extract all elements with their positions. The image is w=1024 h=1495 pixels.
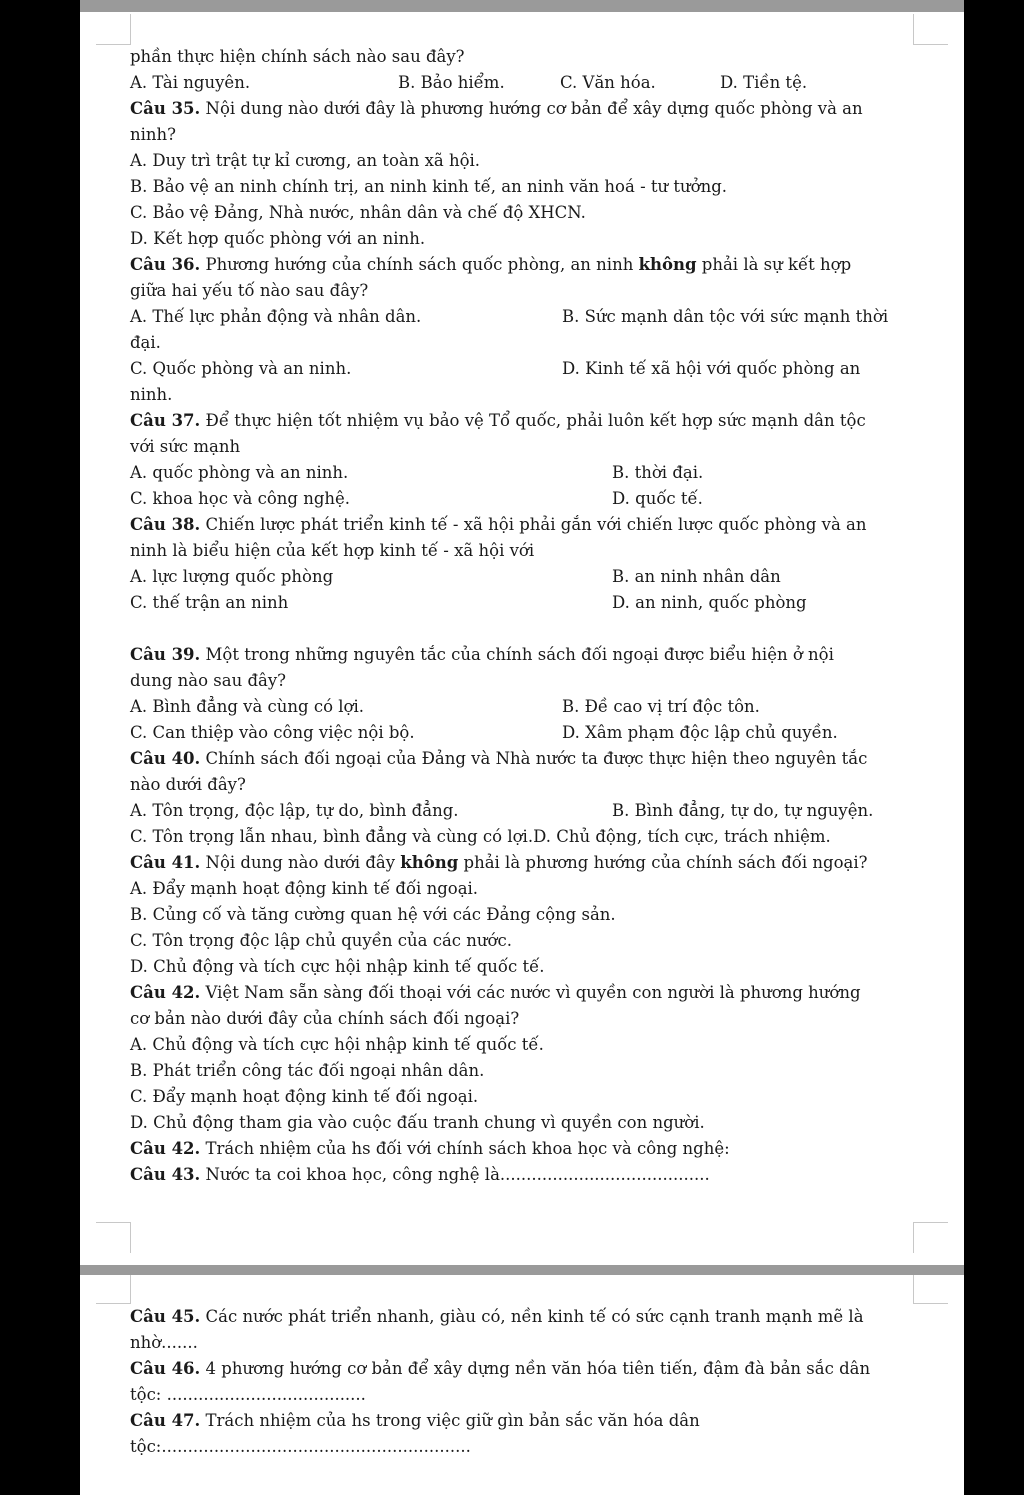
option-d: D. Chủ động tham gia vào cuộc đấu tranh chung vì quyền con người. (130, 1113, 705, 1132)
option-d: D. an ninh, quốc phòng (612, 593, 807, 612)
question-42 (130, 980, 920, 1006)
options-row (130, 590, 920, 616)
option-d-cont: ninh. (130, 385, 173, 404)
question-label: Câu 42. (130, 983, 201, 1002)
options-row (130, 304, 920, 330)
options-row-cd: C. Tôn trọng lẫn nhau, bình đẳng và cùng có lợi.D. Chủ động, tích cực, trách nhiệm. (130, 827, 831, 846)
options-row (130, 460, 920, 486)
question-label: Câu 36. (130, 255, 201, 274)
option-b: B. Đề cao vị trí độc tôn. (562, 697, 760, 716)
page-top-bar (80, 1265, 964, 1275)
emphasis-word: không (638, 255, 697, 274)
page-corner-mark (913, 1275, 948, 1304)
question-text: phải là phương hướng của chính sách đối ngoại? (458, 853, 868, 872)
question-text-cont: ninh là biểu hiện của kết hợp kinh tế - xã hội với (130, 541, 535, 560)
question-38 (130, 512, 920, 538)
option-b: B. thời đại. (612, 463, 704, 482)
question-40 (130, 746, 920, 772)
option-a: A. lực lượng quốc phòng (130, 567, 334, 586)
option-d: D. Kinh tế xã hội với quốc phòng an (562, 359, 861, 378)
option-b: B. Bảo vệ an ninh chính trị, an ninh kinh tế, an ninh văn hoá - tư tưởng. (130, 177, 728, 196)
question-text: Các nước phát triển nhanh, giàu có, nền kinh tế có sức cạnh tranh mạnh mẽ là (200, 1307, 864, 1326)
option-c: C. Văn hóa. (560, 73, 656, 92)
question-text: Nội dung nào dưới đây là phương hướng cơ bản để xây dựng quốc phòng và an (200, 99, 863, 118)
question-46 (130, 1356, 920, 1382)
question-text-cont: tộc:........................................................... (130, 1437, 471, 1456)
question-39 (130, 642, 920, 668)
option-a: A. Tài nguyên. (130, 73, 251, 92)
question-35 (130, 96, 920, 122)
option-c: C. Đẩy mạnh hoạt động kinh tế đối ngoại. (130, 1087, 479, 1106)
question-text: Một trong những nguyên tắc của chính sách đối ngoại được biểu hiện ở nội (200, 645, 834, 664)
options-row (130, 486, 920, 512)
option-a: A. Bình đẳng và cùng có lợi. (130, 697, 364, 716)
question-47 (130, 1408, 920, 1434)
question-label: Câu 35. (130, 99, 201, 118)
page-corner-mark (96, 1222, 131, 1253)
question-label: Câu 40. (130, 749, 201, 768)
emphasis-word: không (400, 853, 459, 872)
option-c: C. thế trận an ninh (130, 593, 289, 612)
question-label: Câu 41. (130, 853, 201, 872)
question-text: Chiến lược phát triển kinh tế - xã hội phải gắn với chiến lược quốc phòng và an (200, 515, 867, 534)
question-text-cont: ninh? (130, 125, 177, 144)
question-text: phải là sự kết hợp (696, 255, 852, 274)
question-text-cont: giữa hai yếu tố nào sau đây? (130, 281, 369, 300)
option-d: D. Xâm phạm độc lập chủ quyền. (562, 723, 838, 742)
question-text-cont: tộc: ...................................... (130, 1385, 366, 1404)
question-text: Nước ta coi khoa học, công nghệ là........................................ (200, 1165, 710, 1184)
page-2-text (130, 1304, 920, 1460)
option-c: C. khoa học và công nghệ. (130, 489, 351, 508)
option-a: A. Duy trì trật tự kỉ cương, an toàn xã hội. (130, 151, 481, 170)
question-text-cont: cơ bản nào dưới đây của chính sách đối ngoại? (130, 1009, 520, 1028)
question-text-cont: với sức mạnh (130, 437, 241, 456)
option-b: B. Bảo hiểm. (398, 73, 505, 92)
option-b: B. Củng cố và tăng cường quan hệ với các Đảng cộng sản. (130, 905, 616, 924)
question-37 (130, 408, 920, 434)
page-corner-mark (96, 14, 131, 45)
question-text: Chính sách đối ngoại của Đảng và Nhà nước ta được thực hiện theo nguyên tắc (200, 749, 868, 768)
question-text-cont: nhờ....... (130, 1333, 198, 1352)
question-text: Việt Nam sẵn sàng đối thoại với các nước vì quyền con người là phương hướng (200, 983, 861, 1002)
page-top-bar (80, 0, 964, 12)
option-a: A. Chủ động và tích cực hội nhập kinh tế quốc tế. (130, 1035, 544, 1054)
option-c: C. Quốc phòng và an ninh. (130, 359, 352, 378)
option-c: C. Can thiệp vào công việc nội bộ. (130, 723, 415, 742)
question-42b (130, 1136, 920, 1162)
question-text: Để thực hiện tốt nhiệm vụ bảo vệ Tổ quốc, phải luôn kết hợp sức mạnh dân tộc (200, 411, 866, 430)
options-row (130, 694, 920, 720)
option-b-cont: đại. (130, 333, 161, 352)
option-a: A. quốc phòng và an ninh. (130, 463, 349, 482)
question-36 (130, 252, 920, 278)
question-43 (130, 1162, 920, 1188)
option-a: A. Đẩy mạnh hoạt động kinh tế đối ngoại. (130, 879, 479, 898)
option-b: B. Phát triển công tác đối ngoại nhân dân. (130, 1061, 485, 1080)
page-1-text (130, 44, 920, 1188)
question-label: Câu 37. (130, 411, 201, 430)
question-label: Câu 42. (130, 1139, 201, 1158)
blank-line (130, 616, 920, 642)
option-a: A. Tôn trọng, độc lập, tự do, bình đẳng. (130, 801, 459, 820)
question-label: Câu 47. (130, 1411, 201, 1430)
option-c: C. Bảo vệ Đảng, Nhà nước, nhân dân và chế độ XHCN. (130, 203, 586, 222)
question-45 (130, 1304, 920, 1330)
page-corner-mark (96, 1275, 131, 1304)
question-label: Câu 43. (130, 1165, 201, 1184)
intro-line: phần thực hiện chính sách nào sau đây? (130, 47, 465, 66)
options-row (130, 798, 920, 824)
page-corner-mark (913, 1222, 948, 1253)
question-text-cont: dung nào sau đây? (130, 671, 287, 690)
question-text-cont: nào dưới đây? (130, 775, 246, 794)
question-text: 4 phương hướng cơ bản để xây dựng nền văn hóa tiên tiến, đậm đà bản sắc dân (200, 1359, 871, 1378)
option-d: D. Kết hợp quốc phòng với an ninh. (130, 229, 426, 248)
question-text: Phương hướng của chính sách quốc phòng, an ninh (200, 255, 639, 274)
question-41 (130, 850, 920, 876)
question-label: Câu 38. (130, 515, 201, 534)
question-label: Câu 46. (130, 1359, 201, 1378)
option-d: D. Chủ động và tích cực hội nhập kinh tế quốc tế. (130, 957, 545, 976)
intro-options (130, 70, 920, 96)
options-row (130, 356, 920, 382)
options-row (130, 564, 920, 590)
question-text: Nội dung nào dưới đây (200, 853, 401, 872)
options-row (130, 720, 920, 746)
option-b: B. Bình đẳng, tự do, tự nguyện. (612, 801, 874, 820)
page-corner-mark (913, 14, 948, 45)
document-page-1 (80, 0, 964, 1265)
question-label: Câu 39. (130, 645, 201, 664)
question-label: Câu 45. (130, 1307, 201, 1326)
option-b: B. an ninh nhân dân (612, 567, 781, 586)
option-b: B. Sức mạnh dân tộc với sức mạnh thời (562, 307, 889, 326)
option-d: D. quốc tế. (612, 489, 703, 508)
question-text: Trách nhiệm của hs đối với chính sách khoa học và công nghệ: (200, 1139, 730, 1158)
option-c: C. Tôn trọng độc lập chủ quyền của các nước. (130, 931, 512, 950)
option-d: D. Tiền tệ. (720, 73, 808, 92)
option-a: A. Thế lực phản động và nhân dân. (130, 307, 422, 326)
question-text: Trách nhiệm của hs trong việc giữ gìn bản sắc văn hóa dân (200, 1411, 700, 1430)
